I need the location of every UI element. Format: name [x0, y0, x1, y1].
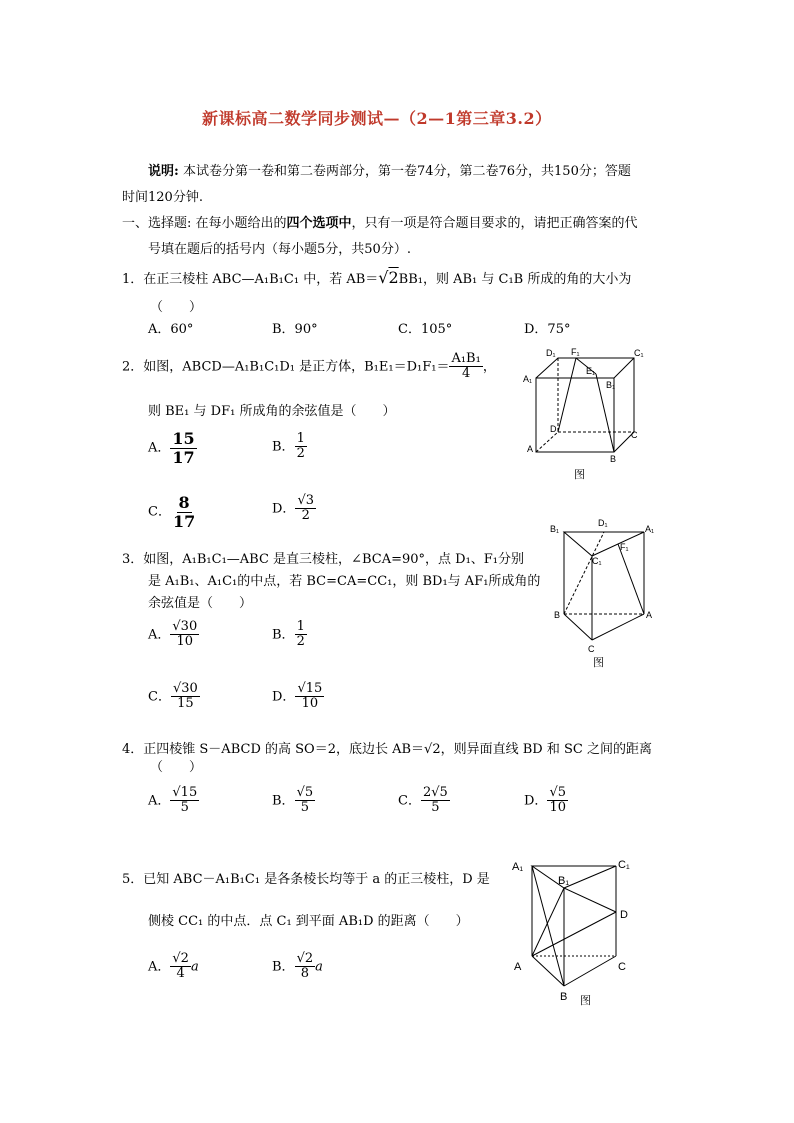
q2-cube-hidden-edge	[536, 432, 558, 452]
q3-label-f1: F₁	[620, 542, 629, 552]
q3-label-d1: D₁	[598, 518, 608, 528]
q2-label-a1: A₁	[523, 374, 533, 384]
q2-cube-edge	[614, 358, 634, 378]
q3-option-d: D． $\frac{√15}{10}$	[272, 681, 323, 712]
q5-prism-edge-bc	[564, 956, 616, 986]
q3-figure-prism	[546, 514, 662, 672]
q1-option-a: A．60°	[148, 322, 194, 337]
q2-fraction: $\frac{\text{A₁B₁}}{4}$	[451, 351, 481, 382]
q5-option-b: B． $\frac{√2}{8}$ a	[272, 951, 323, 982]
q3-line-1: 3．如图，A₁B₁C₁—ABC 是直三棱柱，∠BCA=90°，点 D₁、F₁分别	[122, 552, 525, 567]
q1-option-d: D．75°	[524, 322, 571, 337]
q2-label-d1: D₁	[546, 348, 556, 358]
q2-label-c: C	[631, 430, 638, 440]
q2-figure-caption: 图	[574, 469, 585, 481]
q5-label-a: A	[514, 961, 522, 973]
q5-label-b1: B₁	[558, 875, 570, 887]
q3-label-c: C	[588, 644, 595, 654]
q3-figure-caption: 图	[593, 657, 604, 669]
q3-label-a: A	[646, 610, 653, 620]
q1-option-c: C．105°	[398, 322, 453, 337]
q2-option-b: B． $\frac{1}{2}$	[272, 431, 305, 462]
q2-stem-a: 2．如图，ABCD—A₁B₁C₁D₁ 是正方体，B₁E₁＝D₁F₁＝	[122, 359, 450, 375]
note-line-2: 时间120分钟.	[122, 190, 203, 205]
q1-stem-b: BB₁，则 AB₁ 与 C₁B 所成的角的大小为	[398, 272, 632, 287]
q5-line-2: 侧棱 CC₁ 的中点．点 C₁ 到平面 AB₁D 的距离（ ）	[148, 914, 469, 929]
q4-paren: （ ）	[150, 760, 203, 775]
page-title: 新课标高二数学同步测试—（2—1第三章3.2）	[202, 109, 552, 128]
q3-option-c: C． $\frac{√30}{15}$	[148, 681, 198, 712]
q5-label-a1: A₁	[512, 861, 524, 873]
q3-line-af1	[618, 544, 644, 614]
q1-option-b: B．90°	[272, 322, 318, 337]
q2-label-f1: F₁	[571, 347, 580, 357]
q2-stem	[122, 352, 496, 382]
q3-prism-top-face	[564, 532, 644, 556]
q3-option-a: A． $\frac{√30}{10}$	[148, 619, 198, 650]
q4-option-d: D． $\frac{√5}{10}$	[524, 785, 566, 816]
q4-option-c: C． $\frac{2√5}{5}$	[398, 785, 448, 816]
q5-option-a: A． $\frac{√2}{4}$ a	[148, 951, 199, 982]
q5-label-d: D	[620, 909, 628, 921]
q5-figure-caption: 图	[580, 995, 591, 1007]
note-line-1	[148, 160, 631, 179]
q3-line-3: 余弦值是（ ）	[148, 596, 253, 611]
q2-label-c1: C₁	[634, 348, 644, 358]
section1-tail: ，只有一项是符合题目要求的，请把正确答案的代	[351, 216, 638, 231]
q5-label-c: C	[618, 961, 626, 973]
q2-line-2: 则 BE₁ 与 DF₁ 所成角的余弦值是（ ）	[148, 404, 396, 419]
q5-figure-prism	[508, 852, 654, 1014]
q1-paren: （ ）	[150, 300, 203, 315]
q2-line-df1	[558, 358, 576, 432]
q2-label-b1: B₁	[606, 380, 616, 390]
q2-figure-cube	[518, 346, 650, 486]
q3-label-a1: A₁	[645, 524, 655, 534]
q5-line-b1d	[564, 888, 616, 912]
q3-line-2: 是 A₁B₁、A₁C₁的中点，若 BC=CA=CC₁，则 BD₁与 AF₁所成角的	[148, 574, 541, 589]
q3-prism-edge-ca	[592, 614, 644, 640]
q2-label-a: A	[527, 444, 534, 454]
q3-option-b: B． $\frac{1}{2}$	[272, 619, 305, 650]
q5-line-ad	[532, 912, 616, 956]
q5-line-ab1	[532, 888, 564, 956]
q1-stem-a: 1．在正三棱柱 ABC—A₁B₁C₁ 中，若 AB＝	[122, 272, 379, 287]
q3-prism-edge-bc	[564, 614, 592, 640]
q2-option-c: C． $\frac{8}{17}$	[148, 493, 196, 531]
q5-prism-edge-ab	[532, 956, 564, 986]
section1-line-2: 号填在题后的括号内（每小题5分，共50分）.	[148, 242, 411, 257]
note-text-1: 本试卷分第一卷和第二卷两部分，第一卷74分，第二卷76分，共150分；答题	[182, 164, 631, 179]
q3-label-b: B	[554, 610, 561, 620]
q2-label-d: D	[550, 424, 557, 434]
q2-option-a: A． $\frac{15}{17}$	[148, 429, 195, 467]
q4-option-a: A． $\frac{√15}{5}$	[148, 785, 198, 816]
q3-line-bd1	[564, 532, 604, 614]
section1-emphasis: 四个选项中	[286, 216, 352, 231]
q2-label-e1: E₁	[586, 366, 596, 376]
q3-label-c1: C₁	[592, 556, 602, 566]
q2-label-b: B	[610, 454, 617, 464]
note-label: 说明:	[148, 164, 179, 179]
q1-stem	[122, 268, 631, 287]
q2-stem-b: ，	[482, 359, 496, 375]
q5-line-1: 5．已知 ABC－A₁B₁C₁ 是各条棱长均等于 a 的正三棱柱，D 是	[122, 872, 490, 887]
q5-label-c1: C₁	[618, 859, 630, 871]
section1-lead: 一、选择题: 在每小题给出的	[122, 216, 287, 231]
q4-line-1: 4．正四棱锥 S－ABCD 的高 SO＝2，底边长 AB＝√2，则异面直线 BD 和 SC 之间的距离	[122, 742, 652, 757]
q5-prism-top-face	[532, 866, 616, 888]
q4-option-b: B． $\frac{√5}{5}$	[272, 785, 314, 816]
q1-sqrt: √2	[378, 268, 399, 287]
q5-label-b: B	[560, 991, 568, 1003]
q2-option-d: D． $\frac{√3}{2}$	[272, 493, 314, 524]
section1-heading	[122, 212, 638, 231]
q3-label-b1: B₁	[550, 524, 560, 534]
